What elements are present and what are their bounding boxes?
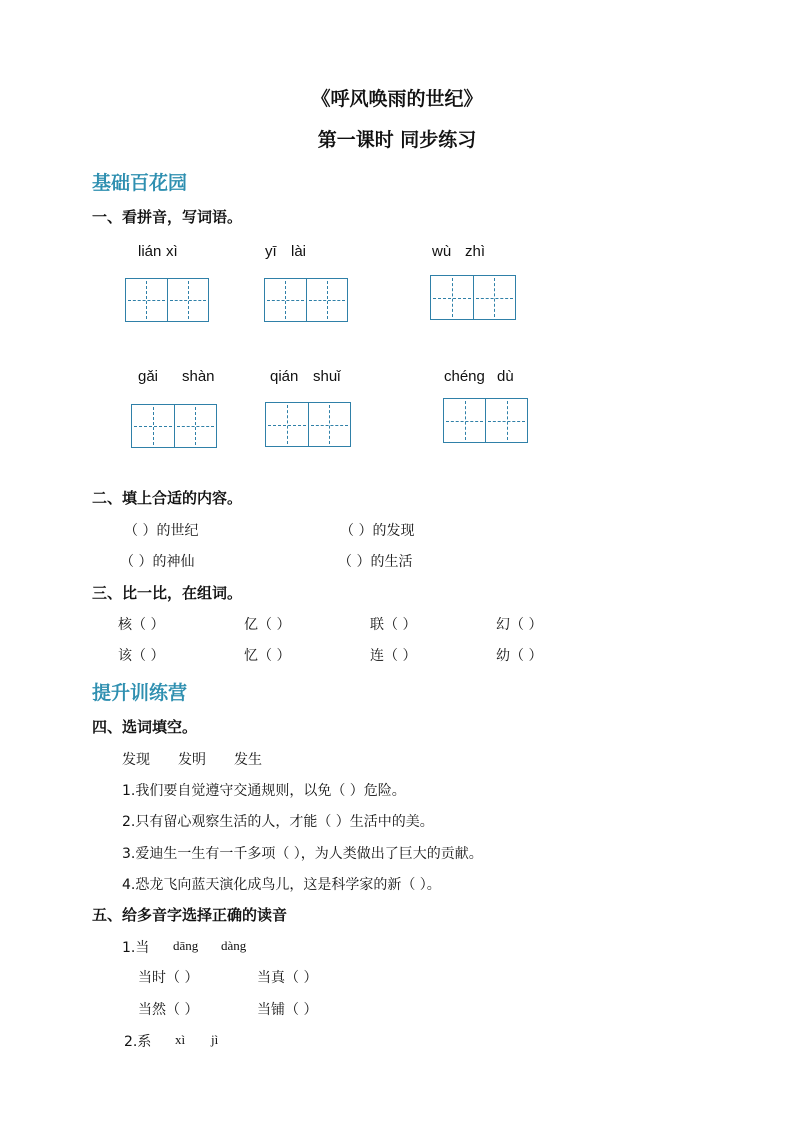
question-2-label: 二、填上合适的内容。: [92, 489, 243, 507]
word-group-item[interactable]: 幼（ ）: [496, 648, 543, 664]
writing-cell[interactable]: [174, 405, 217, 447]
writing-cell[interactable]: [266, 403, 308, 446]
reading-option: dāng: [173, 938, 199, 953]
pinyin-3a: wù: [432, 243, 452, 260]
document-title: 《呼风唤雨的世纪》: [311, 88, 483, 110]
question-4-label: 四、选词填空。: [92, 718, 198, 736]
word-group-item[interactable]: 核（ ）: [118, 617, 165, 633]
writing-cell[interactable]: [444, 399, 485, 442]
pinyin-6a: chéng: [444, 368, 485, 385]
reading-blank[interactable]: 当时（ ）: [138, 970, 199, 986]
polyphone-1-head: 1.当: [122, 940, 150, 956]
word-group-item[interactable]: 该（ ）: [118, 648, 165, 664]
writing-grid[interactable]: [443, 398, 528, 443]
sentence-4[interactable]: 4.恐龙飞向蓝天演化成鸟儿，这是科学家的新（ ）。: [122, 877, 441, 893]
pinyin-6b: dù: [497, 368, 514, 385]
sentence-1[interactable]: 1.我们要自觉遵守交通规则，以免（ ）危险。: [122, 783, 406, 799]
question-5-label: 五、给多音字选择正确的读音: [92, 906, 288, 924]
reading-blank[interactable]: 当真（ ）: [257, 970, 318, 986]
pinyin-5a: qián: [270, 368, 299, 385]
fill-blank-item[interactable]: （ ）的发现: [340, 523, 415, 539]
question-1-label: 一、看拼音，写词语。: [92, 208, 243, 226]
writing-cell[interactable]: [167, 279, 209, 321]
reading-option: dàng: [221, 938, 247, 953]
writing-grid[interactable]: [264, 278, 348, 322]
word-option: 发现: [122, 752, 150, 768]
writing-cell[interactable]: [308, 403, 351, 446]
word-group-item[interactable]: 连（ ）: [370, 648, 417, 664]
pinyin-1a: lián: [138, 243, 162, 260]
writing-grid[interactable]: [131, 404, 217, 448]
writing-cell[interactable]: [485, 399, 527, 442]
word-group-item[interactable]: 联（ ）: [370, 617, 417, 633]
pinyin-2a: yī: [265, 243, 277, 260]
reading-option: xì: [175, 1032, 186, 1047]
reading-blank[interactable]: 当然（ ）: [138, 1002, 199, 1018]
polyphone-2-head: 2.系: [124, 1034, 152, 1050]
question-3-label: 三、比一比，在组词。: [92, 584, 243, 602]
section-heading-basic: 基础百花园: [92, 172, 188, 194]
word-group-item[interactable]: 亿（ ）: [244, 617, 291, 633]
section-heading-advanced: 提升训练营: [92, 682, 188, 704]
writing-grid[interactable]: [125, 278, 209, 322]
writing-grid[interactable]: [265, 402, 351, 447]
writing-grid[interactable]: [430, 275, 516, 320]
pinyin-1b: xì: [166, 243, 178, 260]
pinyin-4a: gǎi: [138, 368, 159, 385]
fill-blank-item[interactable]: （ ）的神仙: [120, 554, 195, 570]
writing-cell[interactable]: [306, 279, 348, 321]
word-option: 发生: [234, 752, 262, 768]
writing-cell[interactable]: [265, 279, 306, 321]
fill-blank-item[interactable]: （ ）的生活: [338, 554, 413, 570]
word-group-item[interactable]: 忆（ ）: [244, 648, 291, 664]
sentence-3[interactable]: 3.爱迪生一生有一千多项（ ），为人类做出了巨大的贡献。: [122, 846, 483, 862]
writing-cell[interactable]: [473, 276, 516, 319]
reading-option: jì: [211, 1032, 219, 1047]
word-group-item[interactable]: 幻（ ）: [496, 617, 543, 633]
reading-blank[interactable]: 当铺（ ）: [257, 1002, 318, 1018]
fill-blank-item[interactable]: （ ）的世纪: [124, 523, 199, 539]
pinyin-2b: lài: [291, 243, 307, 260]
writing-cell[interactable]: [132, 405, 174, 447]
document-subtitle: 第一课时 同步练习: [317, 129, 477, 151]
word-option: 发明: [178, 752, 206, 768]
pinyin-3b: zhì: [465, 243, 486, 260]
pinyin-4b: shàn: [182, 368, 215, 385]
sentence-2[interactable]: 2.只有留心观察生活的人，才能（ ）生活中的美。: [122, 814, 434, 830]
writing-cell[interactable]: [126, 279, 167, 321]
pinyin-5b: shuǐ: [313, 368, 341, 385]
writing-cell[interactable]: [431, 276, 473, 319]
